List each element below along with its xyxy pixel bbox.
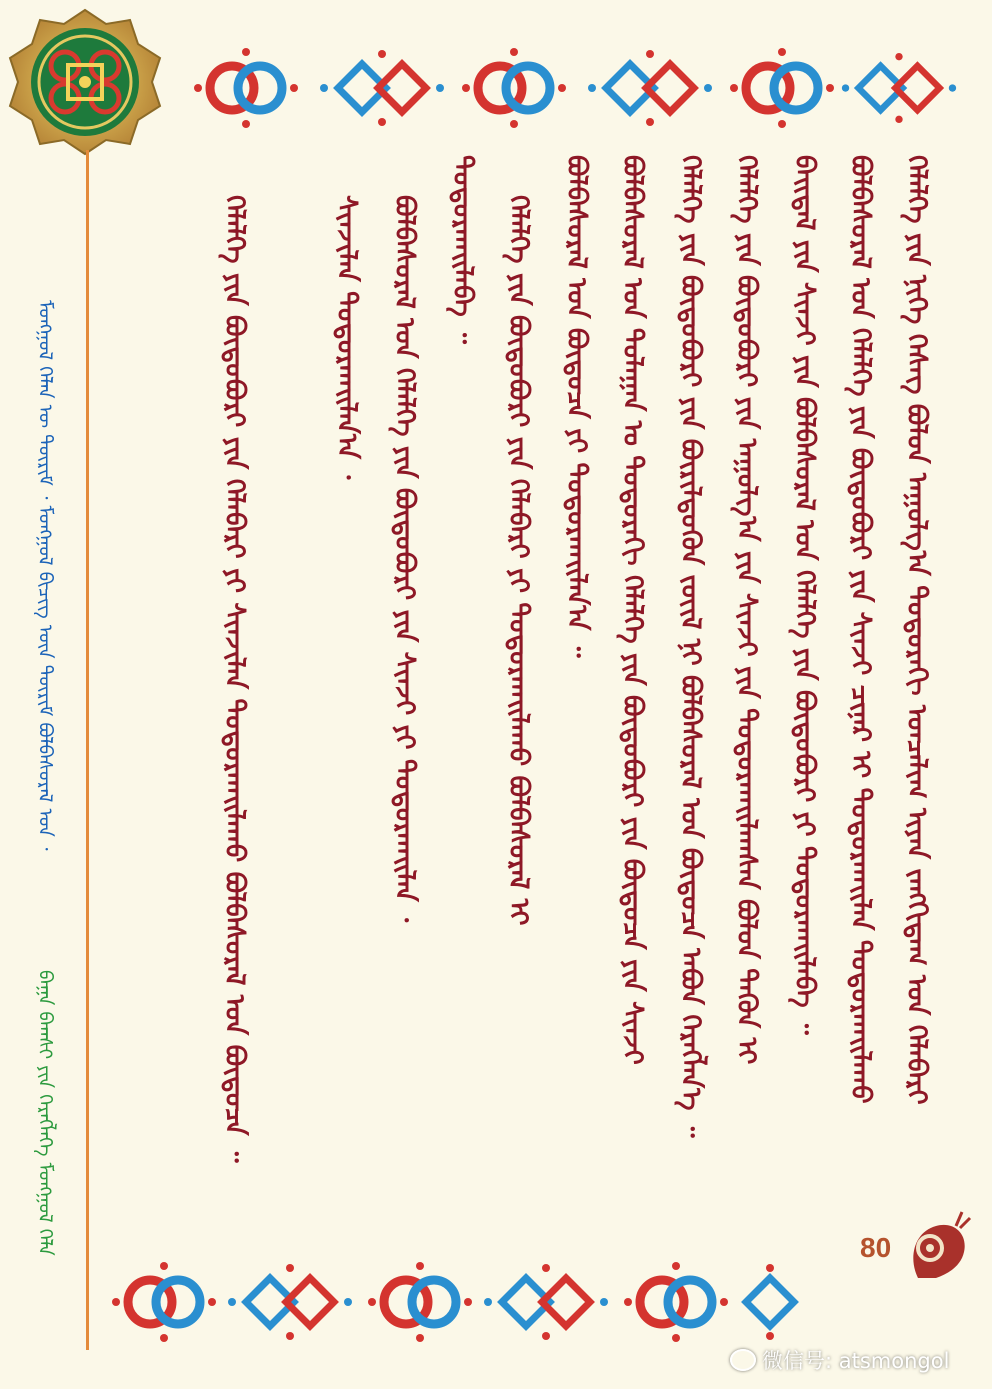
corner-medallion-icon [2,6,168,156]
ring-knot-icon [190,42,302,134]
watermark [730,1345,949,1375]
text-line-10: ᠪᠣᠯᠪᠠᠰᠤᠷᠠᠯ ᠤᠨ ᠬᠡᠯᠡᠯᠭᠡ ᠶᠢᠨ ᠪᠦᠳᠦᠪᠦᠷᠢ ᠶᠢᠨ ᠰᠢᠨᠵᠢ ᠶᠢ ᠲᠣᠳᠣᠷᠬᠠᠢᠯᠠᠨ ᠂ [389,195,420,923]
ring-knot-icon [108,1256,220,1348]
text-line-7: ᠪᠣᠯᠪᠠᠰᠤᠷᠠᠯ ᠤᠨ ᠪᠦᠲᠦᠴᠡ ᠶᠢ ᠲᠣᠳᠣᠷᠬᠠᠢᠯᠠᠨ᠎ᠠ ᠃ [561,155,592,658]
page-number: 80 [860,1232,892,1263]
running-title-bottom: ᠪᠠᠭᠠ ᠪᠠᠭᠰᠢ ᠶᠢᠨ ᠬᠡᠷᠡᠭᠯᠡᠭᠡ ᠮᠣᠩᠭᠣᠯ ᠬᠡᠯᠡ [34,970,56,1256]
diamond-knot-icon [226,1256,354,1348]
text-line-4: ᠬᠡᠯᠡᠯᠭᠡ ᠶᠢᠨ ᠪᠦᠳᠦᠪᠦᠷᠢ ᠶᠢᠨ ᠠᠭᠤᠯᠭ᠎ᠠ ᠶᠢᠨ ᠰᠢᠨᠵᠢ ᠶᠢᠨ ᠲᠣᠳᠣᠷᠬᠠᠢᠯᠠᠭᠰᠠᠨ ᠪᠣᠯᠤᠨ ᠲᠡᠭᠦᠨ ᠢ [731,155,762,1065]
ring-knot-icon [726,42,838,134]
ring-knot-icon [364,1256,476,1348]
ring-knot-icon [620,1256,732,1348]
diamond-knot-icon [732,1256,808,1348]
text-line-1: ᠬᠡᠯᠡᠯᠭᠡ ᠶᠢᠨ ᠨᠢᠭᠡ ᠬᠡᠰᠡᠭ ᠪᠣᠯᠤᠨ ᠠᠭᠤᠯᠭ᠎ᠠ ᠳᠣᠲᠣᠷᠠᠬᠢ ᠣᠨᠴᠠᠯᠢᠭ ᠢᠶᠠᠨ ᠵᠠᠩᠭᠢᠳᠠᠭ ᠤᠨ ᠬᠡᠯᠡᠪᠡᠷᠢ [901,155,932,1105]
running-title-top: ᠮᠣᠩᠭᠣᠯ ᠬᠡᠯᠡᠨ ᠦ ᠳᠦᠷᠢᠮ ᠂ ᠮᠣᠩᠭᠣᠯ ᠪᠢᠴᠢᠭ ᠦᠨ ᠳᠦᠷᠢᠮ ᠪᠣᠯᠪᠠᠰᠤᠷᠠᠯ ᠤᠨ ᠂ [34,300,56,851]
diamond-knot-icon [586,42,714,134]
text-line-6: ᠪᠣᠯᠪᠠᠰᠤᠷᠠᠯ ᠤᠨ ᠲᠣᠯᠠᠭᠠᠨ ᠤ ᠳᠣᠲᠣᠷᠠᠬᠢ ᠬᠡᠯᠡᠯᠭᠡ ᠶᠢᠨ ᠪᠦᠳᠦᠪᠦᠷᠢ ᠶᠢᠨ ᠪᠦᠲᠦᠴᠡ ᠶᠢᠨ ᠰᠢᠨᠵᠢ [617,155,648,1065]
ring-knot-icon [458,42,570,134]
text-line-5: ᠬᠡᠯᠡᠯᠭᠡ ᠶᠢᠨ ᠪᠦᠳᠦᠪᠦᠷᠢ ᠶᠢᠨ ᠪᠦᠷᠢᠯᠳᠦᠬᠦᠨ ᠵᠦᠢᠯ ᠨᠢ ᠪᠣᠯᠪᠠᠰᠤᠷᠠᠯ ᠤᠨ ᠪᠦᠲᠦᠴᠡ ᠠᠪᠤᠨ ᠬᠡᠷᠡᠭᠯᠡᠨ᠎ᠡ ᠃ [675,155,706,1138]
diamond-knot-icon [840,42,958,134]
margin-rule [86,150,89,1350]
diamond-knot-icon [318,42,446,134]
top-ornament-band [190,38,960,138]
watermark-label: 微信号: atsmongol [762,1349,950,1373]
text-line-2: ᠪᠣᠯᠪᠠᠰᠤᠷᠠᠯ ᠤᠨ ᠬᠡᠯᠡᠯᠭᠡ ᠶᠢᠨ ᠪᠦᠳᠦᠪᠦᠷᠢ ᠶᠢᠨ ᠰᠢᠨᠵᠢ ᠴᠢᠨᠠᠷ ᠢ ᠲᠤᠳᠤᠷᠬᠠᠢᠯᠠᠨ ᠲᠣᠳᠣᠷᠬᠠᠢᠯᠠᠬᠤ [845,155,876,1104]
diamond-knot-icon [482,1256,610,1348]
text-line-9: ᠲᠣᠳᠣᠷᠬᠠᠢᠯᠠᠪᠠ ᠃ [447,155,478,344]
text-line-8: ᠬᠡᠯᠡᠯᠭᠡ ᠶᠢᠨ ᠪᠦᠳᠦᠪᠦᠷᠢ ᠶᠢᠨ ᠬᠡᠯᠡᠪᠡᠷᠢ ᠶᠢ ᠲᠣᠳᠣᠷᠬᠠᠢᠯᠠᠬᠤ ᠪᠣᠯᠪᠠᠰᠤᠷᠠᠯ ᠢ [503,195,534,926]
text-line-3: ᠪᠠᠢᠳᠠᠯ ᠶᠢᠨ ᠰᠢᠨᠵᠢ ᠶᠢᠨ ᠪᠣᠯᠪᠠᠰᠤᠷᠠᠯ ᠤᠨ ᠬᠡᠯᠡᠯᠭᠡ ᠶᠢᠨ ᠪᠦᠳᠦᠪᠦᠷᠢ ᠶᠢ ᠲᠣᠳᠣᠷᠬᠠᠢᠯᠠᠪᠠ ᠃ [789,155,820,1035]
bottom-ornament-band [108,1252,808,1352]
text-line-12: ᠬᠡᠯᠡᠯᠭᠡ ᠶᠢᠨ ᠪᠦᠳᠦᠪᠦᠷᠢ ᠶᠢᠨ ᠬᠡᠯᠡᠪᠡᠷᠢ ᠶᠢ ᠰᠢᠨᠵᠢᠯᠡᠨ ᠲᠣᠳᠣᠷᠬᠠᠢᠯᠠᠬᠤ ᠪᠣᠯᠪᠠᠰᠤᠷᠠᠯ ᠤᠨ ᠪᠦᠲᠦᠴᠡ ᠃ [219,195,250,1163]
text-line-11: ᠰᠢᠨᠵᠢᠯᠡᠨ ᠲᠣᠳᠣᠷᠬᠠᠢᠯᠠᠨ᠎ᠠ ᠂ [331,195,362,480]
sheep-mascot-icon [898,1208,978,1288]
wechat-icon [730,1349,756,1371]
